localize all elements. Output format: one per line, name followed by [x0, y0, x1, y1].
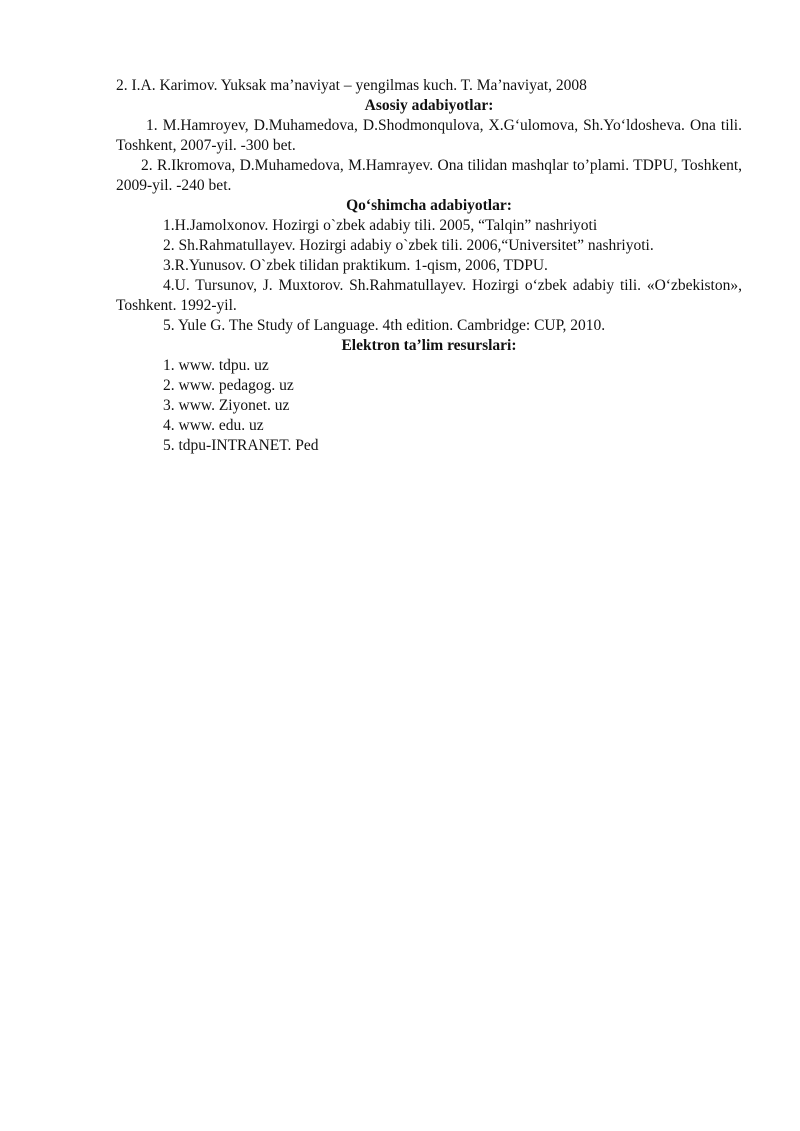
resource-link-2: 2. www. pedagog. uz [163, 377, 294, 394]
extra-reference-3: 3.R.Yunusov. O`zbek tilidan praktikum. 1-qism, 2006, TDPU. [163, 257, 548, 274]
document-page [116, 76, 742, 456]
extra-reference-2: 2. Sh.Rahmatullayev. Hozirgi adabiy o`zbek tili. 2006,“Universitet” nashriyoti. [163, 237, 654, 254]
resource-link-5: 5. tdpu-INTRANET. Ped [163, 437, 319, 454]
resource-link-4: 4. www. edu. uz [163, 417, 264, 434]
extra-reference-5: 5. Yule G. The Study of Language. 4th edition. Cambridge: CUP, 2010. [163, 317, 606, 334]
resource-link-1: 1. www. tdpu. uz [163, 357, 269, 374]
main-reference-2: 2. R.Ikromova, D.Muhamedova, M.Hamrayev. Ona tilidan mashqlar to’plami. TDPU, Toshkent, 2009-yil. -240 bet. [116, 157, 742, 194]
extra-reference-1: 1.H.Jamolxonov. Hozirgi o`zbek adabiy tili. 2005, “Talqin” nashriyoti [163, 217, 598, 234]
extra-literature-heading: Qo‘shimcha adabiyotlar: [346, 197, 512, 214]
intro-reference: 2. I.A. Karimov. Yuksak ma’naviyat – yengilmas kuch. T. Ma’naviyat, 2008 [116, 77, 587, 94]
resource-link-3: 3. www. Ziyonet. uz [163, 397, 290, 414]
extra-reference-4: 4.U. Tursunov, J. Muxtorov. Sh.Rahmatullayev. Hozirgi o‘zbek adabiy tili. «O‘zbekiston», Toshkent. 1992-yil. [116, 277, 742, 314]
main-literature-heading: Asosiy adabiyotlar: [364, 97, 494, 114]
main-reference-1: 1. M.Hamroyev, D.Muhamedova, D.Shodmonqulova, X.G‘ulomova, Sh.Yo‘ldosheva. Ona tili. Toshkent, 2007-yil. -300 bet. [116, 117, 742, 154]
electronic-resources-heading: Elektron ta’lim resurslari: [341, 337, 517, 354]
